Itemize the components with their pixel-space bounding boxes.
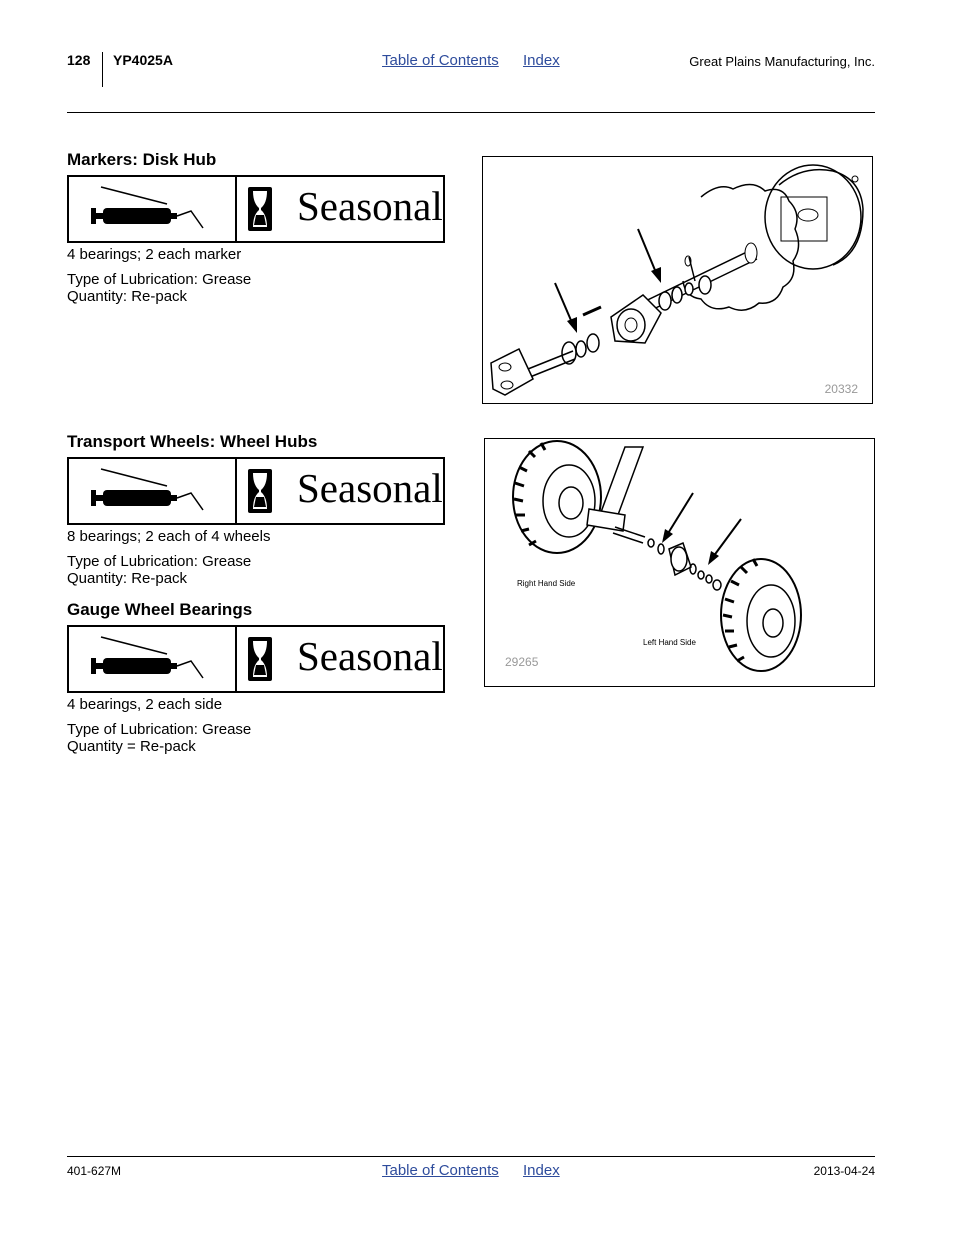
interval-cell	[237, 177, 443, 241]
lubrication-type: Type of Lubrication: Grease	[67, 271, 252, 288]
interval-label: Seasonal	[297, 183, 443, 229]
grease-gun-cell	[69, 177, 237, 241]
page-number: 128	[67, 52, 91, 68]
wheel-hub-exploded-diagram	[485, 439, 874, 686]
hourglass-icon	[248, 469, 272, 513]
lubrication-type: Type of Lubrication: Grease	[67, 553, 252, 570]
lubrication-quantity: Quantity: Re-pack	[67, 570, 188, 587]
lubrication-quantity: Quantity: Re-pack	[67, 288, 188, 305]
grease-gun-icon	[69, 177, 235, 241]
interval-cell	[237, 627, 443, 691]
interval-label: Seasonal	[297, 633, 443, 679]
bearings-text: 4 bearings, 2 each side	[67, 696, 223, 713]
grease-gun-icon	[69, 459, 235, 523]
wheel-hub-figure	[484, 438, 875, 687]
lube-box-gauge-wheel	[67, 625, 445, 693]
footer-toc-link[interactable]: Table of Contents	[382, 1162, 499, 1179]
doc-number: 401-627M	[67, 1164, 122, 1178]
lube-box-disk-hub	[67, 175, 445, 243]
grease-gun-cell	[69, 627, 237, 691]
bearings-text: 4 bearings; 2 each marker	[67, 246, 242, 263]
disk-hub-figure	[482, 156, 873, 404]
footer-index-link[interactable]: Index	[523, 1162, 560, 1179]
footer-rule	[67, 1156, 875, 1157]
section-title-wheel-hubs: Transport Wheels: Wheel Hubs	[67, 432, 318, 451]
right-hand-side-label: Right Hand Side	[517, 579, 576, 588]
lubrication-quantity: Quantity = Re-pack	[67, 738, 196, 755]
hourglass-icon	[248, 187, 272, 231]
grease-gun-icon	[69, 627, 235, 691]
header-index-link[interactable]: Index	[523, 52, 560, 69]
lubrication-type: Type of Lubrication: Grease	[67, 721, 252, 738]
interval-label: Seasonal	[297, 465, 443, 511]
figure-id: 20332	[824, 382, 858, 396]
lube-box-wheel-hubs	[67, 457, 445, 525]
disk-hub-exploded-diagram	[483, 157, 872, 403]
hourglass-icon	[248, 637, 272, 681]
header-rule	[67, 112, 875, 113]
bearings-text: 8 bearings; 2 each of 4 wheels	[67, 528, 271, 545]
grease-gun-cell	[69, 459, 237, 523]
header-divider	[102, 52, 103, 87]
company-name: Great Plains Manufacturing, Inc.	[689, 54, 875, 69]
section-title-disk-hub: Markers: Disk Hub	[67, 150, 217, 169]
section-title-gauge-wheel: Gauge Wheel Bearings	[67, 600, 253, 619]
left-hand-side-label: Left Hand Side	[643, 638, 696, 647]
header-toc-link[interactable]: Table of Contents	[382, 52, 499, 69]
model-number: YP4025A	[113, 52, 173, 68]
figure-id: 29265	[505, 655, 539, 669]
interval-cell	[237, 459, 443, 523]
publication-date: 2013-04-24	[813, 1164, 875, 1178]
